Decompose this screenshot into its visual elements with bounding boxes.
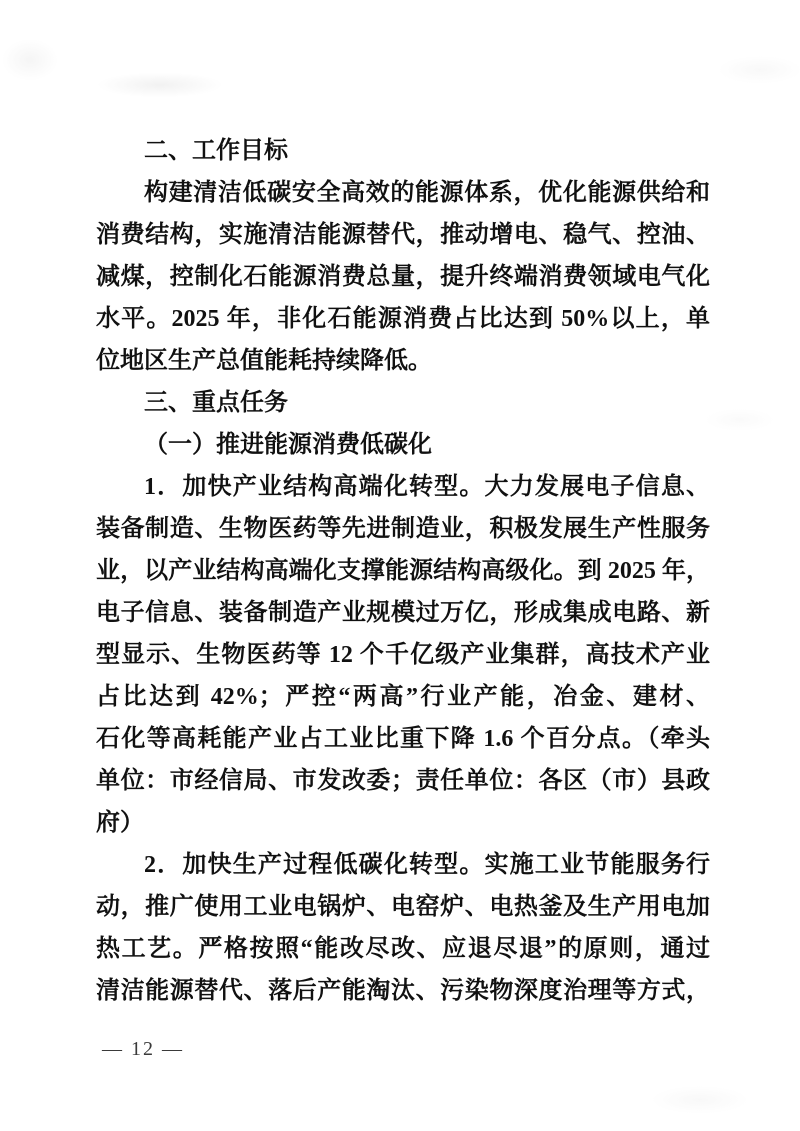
paragraph-task-1 [96, 466, 710, 844]
paragraph-line: 减煤，控制化石能源消费总量，提升终端消费领域电气化 [96, 264, 710, 290]
paragraph-line: 型显示、生物医药等 12 个千亿级产业集群，高技术产业 [96, 642, 710, 668]
paragraph-line: 府） [96, 810, 144, 836]
page-number: — 12 — [102, 1038, 184, 1060]
paragraph-line: 占比达到 42%；严控“两高”行业产能，冶金、建材、 [96, 684, 710, 710]
paragraph-line: 2．加快生产过程低碳化转型。实施工业节能服务行 [144, 852, 710, 878]
document-body [96, 130, 710, 1012]
paragraph-line: 位地区生产总值能耗持续降低。 [96, 348, 432, 374]
paragraph-line: 石化等高耗能产业占工业比重下降 1.6 个百分点。（牵头 [96, 726, 710, 752]
paragraph-line: 热工艺。严格按照“能改尽改、应退尽退”的原则，通过 [96, 936, 710, 962]
paragraph-line: 水平。2025 年，非化石能源消费占比达到 50%以上，单 [96, 306, 710, 332]
paragraph-line: 清洁能源替代、落后产能淘汰、污染物深度治理等方式， [96, 978, 710, 1004]
paragraph-line: 电子信息、装备制造产业规模过万亿，形成集成电路、新 [96, 600, 710, 626]
paragraph-line: 消费结构，实施清洁能源替代，推动增电、稳气、控油、 [96, 222, 710, 248]
paragraph-line: 业，以产业结构高端化支撑能源结构高级化。到 2025 年， [96, 558, 710, 584]
section-heading-key-tasks: 三、重点任务 [144, 390, 288, 416]
paragraph-line: 动，推广使用工业电锅炉、电窑炉、电热釜及生产用电加 [96, 894, 710, 920]
paragraph-line: 1．加快产业结构高端化转型。大力发展电子信息、 [144, 474, 710, 500]
paragraph-line: 装备制造、生物医药等先进制造业，积极发展生产性服务 [96, 516, 710, 542]
section-heading-work-goals: 二、工作目标 [144, 138, 288, 164]
paragraph-goals [96, 172, 710, 382]
subsection-heading-energy-consumption: （一）推进能源消费低碳化 [144, 432, 432, 458]
paragraph-line: 构建清洁低碳安全高效的能源体系，优化能源供给和 [144, 180, 710, 206]
paragraph-line: 单位：市经信局、市发改委；责任单位：各区（市）县政 [96, 768, 710, 794]
paragraph-task-2 [96, 844, 710, 1012]
